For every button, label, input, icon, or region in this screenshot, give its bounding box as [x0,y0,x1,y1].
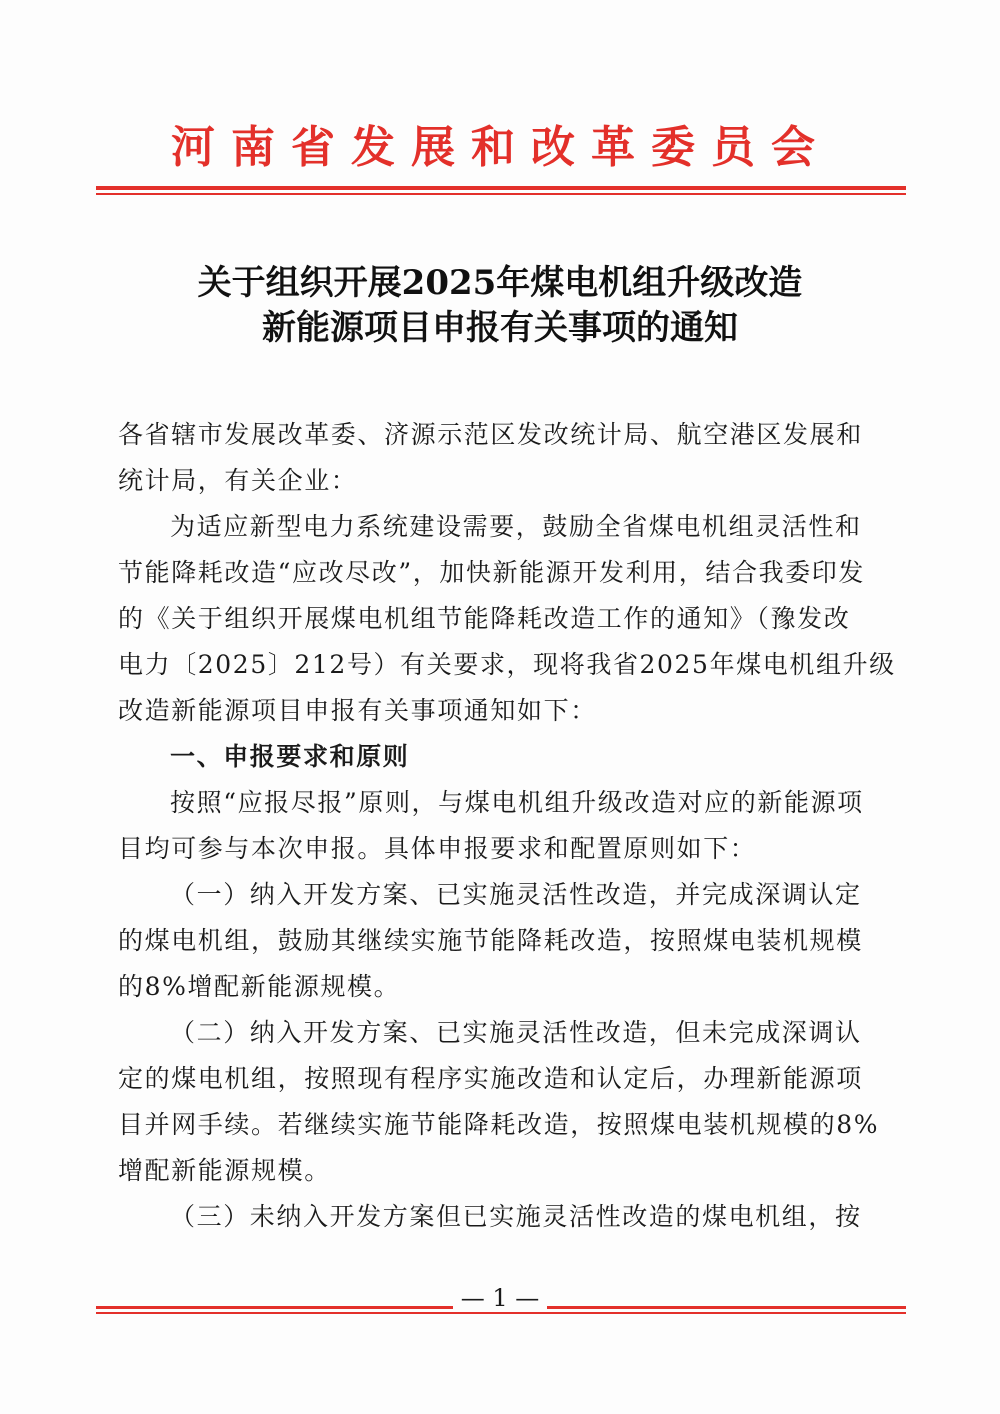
document-title-line-2: 新能源项目申报有关事项的通知 [262,308,738,348]
body-line: 按照“应报尽报”原则，与煤电机组升级改造对应的新能源项 [170,788,864,817]
letterhead-org-name: 河南省发展和改革委员会 [171,122,831,173]
body-line-item-1: （一）纳入开发方案、已实施灵活性改造，并完成深调认定 [170,880,862,909]
letterhead-red-rule-thick [96,186,906,190]
body-line: 改造新能源项目申报有关事项通知如下： [118,696,597,725]
body-line-item-3: （三）未纳入开发方案但已实施灵活性改造的煤电机组，按 [170,1202,862,1231]
body-line: 的煤电机组，鼓励其继续实施节能降耗改造，按照煤电装机规模 [118,926,863,955]
body-line: 的8%增配新能源规模。 [118,972,401,1001]
body-line: 为适应新型电力系统建设需要，鼓励全省煤电机组灵活性和 [170,512,862,541]
body-line: 节能降耗改造“应改尽改”，加快新能源开发利用，结合我委印发 [118,558,865,587]
body-line-addressee-1: 各省辖市发展改革委、济源示范区发改统计局、航空港区发展和 [118,420,863,449]
body-line-addressee-2: 统计局，有关企业： [118,466,358,495]
body-line-item-2: （二）纳入开发方案、已实施灵活性改造，但未完成深调认 [170,1018,862,1047]
page-number-text: — 1 — [453,1284,548,1312]
body-line: 目均可参与本次申报。具体申报要求和配置原则如下： [118,834,757,863]
letterhead-red-rule-thin [96,193,906,195]
body-line: 的《关于组织开展煤电机组节能降耗改造工作的通知》（豫发改 [118,604,851,633]
body-line: 目并网手续。若继续实施节能降耗改造，按照煤电装机规模的8% [118,1110,880,1139]
page-number [0,1280,1000,1316]
section-heading-1: 一、申报要求和原则 [170,742,410,771]
body-line: 增配新能源规模。 [118,1156,331,1185]
document-title-line-1: 关于组织开展2025年煤电机组升级改造 [197,263,803,303]
body-line: 定的煤电机组，按照现有程序实施改造和认定后，办理新能源项 [118,1064,863,1093]
body-line: 电力〔2025〕212号）有关要求，现将我省2025年煤电机组升级 [118,650,896,679]
